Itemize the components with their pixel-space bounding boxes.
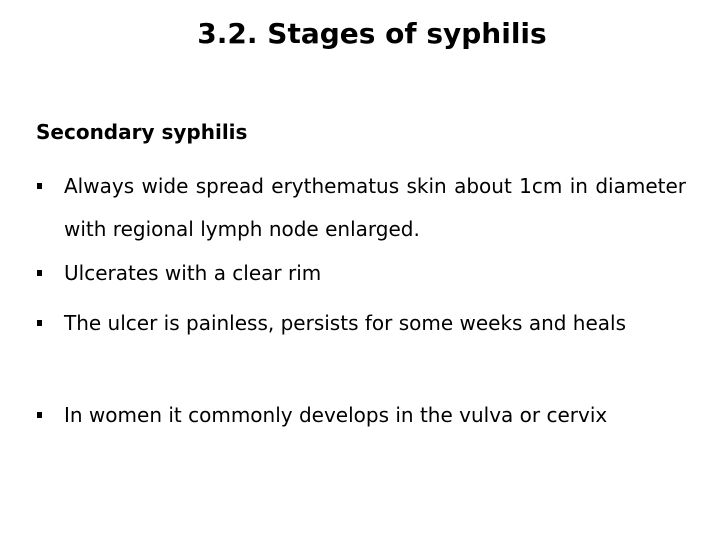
bullet-text: In women it commonly develops in the vulva or cervix	[64, 403, 608, 427]
square-bullet-icon	[37, 183, 42, 189]
section-heading: Secondary syphilis	[36, 120, 248, 144]
bullet-text: The ulcer is painless, persists for some weeks and heals	[64, 311, 627, 335]
bullet-item	[64, 393, 686, 437]
bullet-text: Ulcerates with a clear rim	[64, 261, 322, 285]
square-bullet-icon	[37, 320, 42, 326]
square-bullet-icon	[37, 270, 42, 276]
bullet-item	[64, 253, 686, 293]
bullet-item	[64, 165, 686, 251]
slide-title: 3.2. Stages of syphilis	[197, 17, 547, 50]
bullet-text: Always wide spread erythematus skin about 1cm in diameter with regional lymph node enlarged.	[64, 174, 686, 241]
square-bullet-icon	[37, 412, 42, 418]
bullet-item	[64, 302, 686, 345]
